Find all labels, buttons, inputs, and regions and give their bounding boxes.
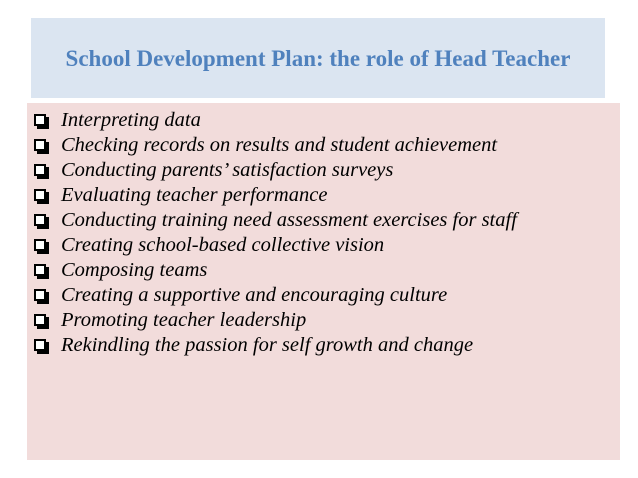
checkbox-icon: [34, 139, 46, 151]
list-item-text: Composing teams: [61, 259, 208, 281]
list-item-text: Creating a supportive and encouraging culture: [61, 284, 448, 306]
list-item-text: Interpreting data: [61, 109, 201, 131]
list-item: [33, 184, 620, 207]
title-box: [31, 18, 605, 98]
list-item: [33, 284, 620, 307]
list-item: [33, 109, 620, 132]
list-item-text: Evaluating teacher performance: [61, 184, 328, 206]
list-item-text: Creating school-based collective vision: [61, 234, 385, 256]
list-item: [33, 309, 620, 332]
list-item: [33, 134, 620, 157]
checkbox-icon: [34, 164, 46, 176]
list-item: [33, 159, 620, 182]
checkbox-icon: [34, 189, 46, 201]
checkbox-icon: [34, 114, 46, 126]
list-item-text: Rekindling the passion for self growth and change: [61, 334, 474, 356]
list-item: [33, 259, 620, 282]
list-item-text: Conducting training need assessment exercises for staff: [61, 209, 517, 231]
list-item-text: Checking records on results and student achievement: [61, 134, 498, 156]
slide-title: School Development Plan: the role of Head Teacher: [65, 45, 571, 71]
list-item-text: Conducting parents’ satisfaction surveys: [61, 159, 394, 181]
content-box: [27, 103, 620, 460]
checkbox-icon: [34, 239, 46, 251]
list-item: [33, 334, 620, 357]
list-item: [33, 234, 620, 257]
bullet-list: [27, 103, 620, 357]
checkbox-icon: [34, 214, 46, 226]
checkbox-icon: [34, 289, 46, 301]
checkbox-icon: [34, 314, 46, 326]
list-item: [33, 209, 620, 232]
checkbox-icon: [34, 339, 46, 351]
list-item-text: Promoting teacher leadership: [61, 309, 307, 331]
checkbox-icon: [34, 264, 46, 276]
